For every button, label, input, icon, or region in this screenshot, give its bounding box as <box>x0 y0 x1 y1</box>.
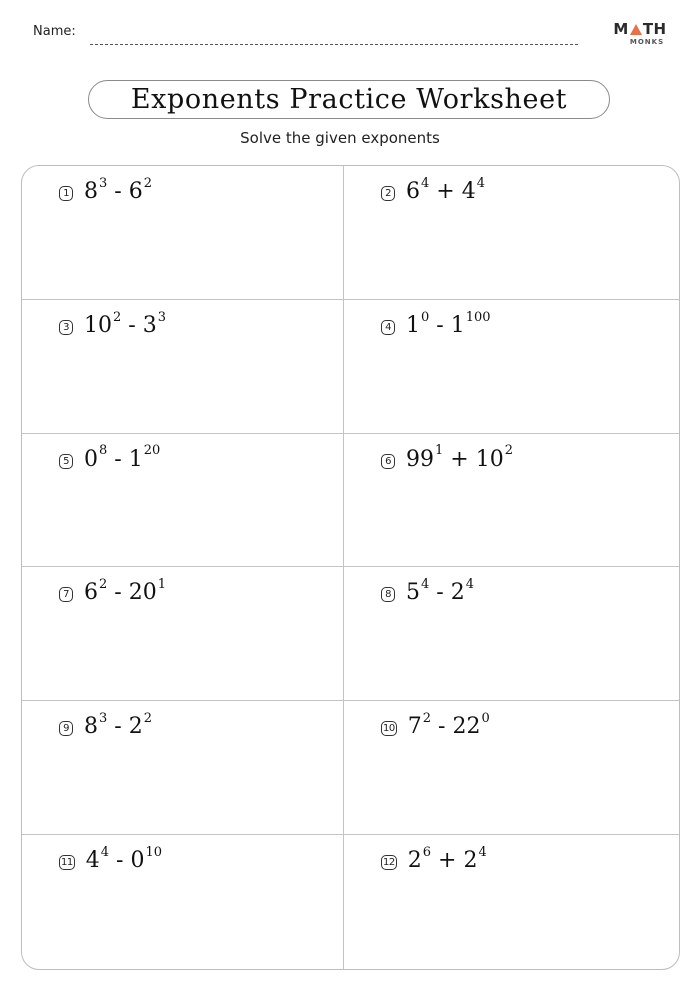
exponent-a: 4 <box>100 844 110 860</box>
base-a: 6 <box>84 580 98 606</box>
page-title: Exponents Practice Worksheet <box>130 84 568 115</box>
problem <box>59 711 152 740</box>
expression <box>407 844 487 874</box>
base-a: 4 <box>85 848 100 874</box>
base-a: 5 <box>406 580 420 606</box>
logo-letters-th: TH <box>642 20 667 38</box>
problem-cell[interactable] <box>344 835 679 969</box>
problem <box>381 844 487 874</box>
base-a: 99 <box>406 446 434 472</box>
logo-wordmark <box>612 22 668 36</box>
problem <box>381 175 485 204</box>
expression <box>84 711 152 740</box>
exponent-b: 20 <box>143 443 161 459</box>
exponent-a: 8 <box>99 443 108 459</box>
exponent-a: 4 <box>421 175 430 191</box>
expression <box>85 844 162 874</box>
base-b: 20 <box>128 580 157 606</box>
problem-number-badge: 9 <box>59 721 73 736</box>
exponent-b: 2 <box>143 711 152 726</box>
exponent-b: 4 <box>465 577 474 593</box>
exponent-b: 4 <box>476 175 485 191</box>
problem-number-badge: 10 <box>383 723 395 735</box>
expression <box>406 175 485 204</box>
problem-number-badge: 6 <box>381 454 395 469</box>
problem-cell[interactable] <box>22 835 344 969</box>
expression <box>406 577 474 606</box>
problem-number-badge: 8 <box>381 587 395 602</box>
problem <box>59 844 162 874</box>
exponent-a: 3 <box>99 175 108 191</box>
base-a: 6 <box>406 179 420 204</box>
operator: - <box>438 714 446 740</box>
base-b: 1 <box>450 312 465 338</box>
exponent-a: 2 <box>99 577 108 593</box>
base-b: 1 <box>128 446 143 472</box>
base-b: 6 <box>128 179 143 204</box>
problem-number-badge: 5 <box>59 454 73 469</box>
base-a: 0 <box>84 446 98 472</box>
name-label: Name: <box>33 24 76 39</box>
problem-cell[interactable] <box>22 701 344 835</box>
operator: - <box>436 312 444 338</box>
problem <box>59 577 166 606</box>
exponent-a: 4 <box>421 577 430 593</box>
problem-cell[interactable] <box>22 166 344 300</box>
base-b: 3 <box>142 312 157 338</box>
base-b: 10 <box>475 446 504 472</box>
exponent-b: 100 <box>465 309 491 325</box>
problem <box>381 577 474 606</box>
problem-grid <box>21 165 680 970</box>
operator: - <box>436 580 444 606</box>
exponent-b: 2 <box>143 175 152 191</box>
problem <box>59 309 166 338</box>
base-a: 8 <box>84 179 98 204</box>
problem-number-badge: 7 <box>59 587 73 602</box>
operator: + <box>450 446 469 472</box>
exponent-a: 2 <box>422 711 432 726</box>
operator: + <box>438 848 457 874</box>
problem <box>381 443 513 472</box>
exponent-a: 3 <box>99 711 108 726</box>
triangle-icon <box>630 24 642 35</box>
exponent-a: 6 <box>422 844 432 860</box>
base-b: 2 <box>463 848 478 874</box>
base-b: 22 <box>452 714 481 740</box>
exponent-b: 0 <box>481 711 490 726</box>
base-b: 2 <box>450 580 465 606</box>
problem-number-badge: 11 <box>61 857 73 869</box>
operator: - <box>128 312 136 338</box>
instructions: Solve the given exponents <box>240 129 440 147</box>
operator: - <box>114 179 122 204</box>
exponent-b: 1 <box>157 577 166 593</box>
expression <box>406 309 491 338</box>
problem-number-badge: 4 <box>381 320 395 335</box>
title-banner <box>88 80 610 119</box>
problem-number-badge: 2 <box>381 186 395 201</box>
exponent-a: 1 <box>435 443 444 459</box>
base-a: 8 <box>84 714 98 740</box>
operator: - <box>114 714 122 740</box>
operator: + <box>436 179 455 204</box>
exponent-a: 0 <box>421 309 430 325</box>
problem-number-badge: 3 <box>59 320 73 335</box>
base-a: 1 <box>406 312 420 338</box>
base-b: 4 <box>461 179 476 204</box>
problem-cell[interactable] <box>22 300 344 434</box>
problem <box>381 711 490 740</box>
base-a: 7 <box>407 714 422 740</box>
problem-number-badge: 12 <box>383 857 395 869</box>
problem-cell[interactable] <box>344 434 679 568</box>
problem-number-badge: 1 <box>59 186 73 201</box>
name-input-line[interactable] <box>90 44 578 45</box>
exponent-b: 4 <box>478 844 487 860</box>
expression <box>84 443 161 472</box>
base-a: 10 <box>84 312 112 338</box>
expression <box>84 175 152 204</box>
problem-cell[interactable] <box>22 567 344 701</box>
expression <box>84 309 166 338</box>
base-a: 2 <box>407 848 422 874</box>
operator: - <box>114 446 122 472</box>
base-b: 0 <box>130 848 145 874</box>
problem-cell[interactable] <box>22 434 344 568</box>
logo-subtext: MONKS <box>629 38 665 46</box>
exponent-b: 10 <box>145 844 162 860</box>
expression <box>407 711 490 740</box>
logo-letter-m: M <box>613 20 629 38</box>
math-monks-logo <box>612 22 668 46</box>
operator: - <box>116 848 124 874</box>
problem-cell[interactable] <box>344 300 679 434</box>
exponent-b: 3 <box>157 309 166 325</box>
problem-cell[interactable] <box>344 166 679 300</box>
base-b: 2 <box>128 714 143 740</box>
problem <box>59 443 161 472</box>
problem-cell[interactable] <box>344 567 679 701</box>
exponent-b: 2 <box>504 443 513 459</box>
operator: - <box>114 580 122 606</box>
exponent-a: 2 <box>113 309 122 325</box>
problem-cell[interactable] <box>344 701 679 835</box>
problem <box>59 175 152 204</box>
name-field-row <box>33 24 76 39</box>
expression <box>84 577 166 606</box>
expression <box>406 443 513 472</box>
problem <box>381 309 491 338</box>
